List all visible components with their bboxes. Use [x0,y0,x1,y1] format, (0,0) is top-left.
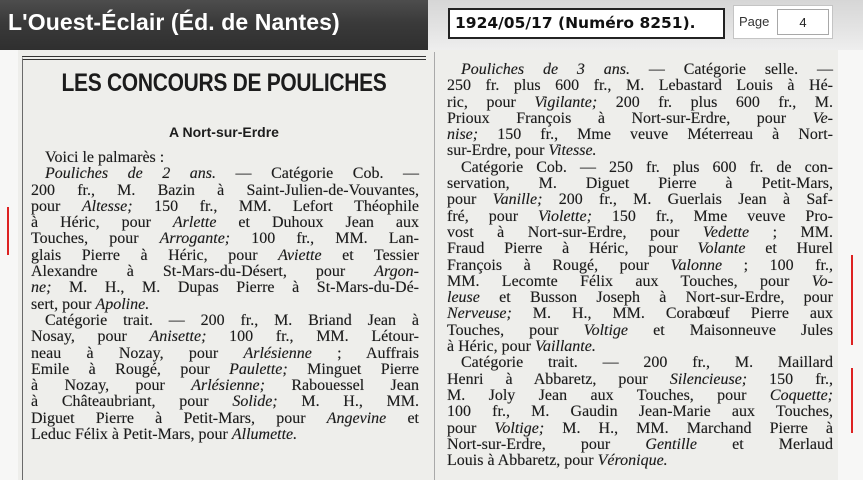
text-run: Henri à Abbaretz, pour [447,370,670,388]
text-run: sur-Erdre, pour [447,142,549,160]
text-run: à Héric, pour [447,338,535,356]
text-run: vost à Nort-sur-Erdre, pour [447,223,703,241]
text-run: Nort-sur-Erdre, pour [447,435,646,453]
italic-run: Vanille; [492,191,543,209]
text-line [31,346,419,362]
text-run: et [386,409,419,427]
italic-run: Violette; [538,207,592,225]
article-paragraph [447,355,833,469]
text-line [447,62,833,78]
text-run: 150 fr., Mme veuve Méterreau à Nort- [478,126,833,144]
text-run: ; MM. [749,223,833,241]
italic-run: Angevine [326,409,387,427]
text-run: pour [447,419,495,437]
italic-run: Pouliches de 3 ans. [461,61,631,78]
text-run: 200 fr., M. Guerlais Jean à Saf- [542,191,834,209]
text-run: Diguet Pierre à Petit-Mars, pour [31,409,327,427]
article-paragraph [31,150,419,166]
text-run: MM. Lecomte Félix aux Touches, pour [447,272,812,290]
italic-run: Solide; [232,393,278,411]
text-run: neau à Nozay, pour [31,344,244,362]
text-run: 100 fr., MM. Lan- [230,230,419,248]
text-run: M. H., MM. [277,393,420,411]
italic-run: Arrogante; [159,230,231,248]
text-line [447,290,833,306]
text-line [31,231,419,247]
italic-run: Paulette; [229,360,288,378]
article-paragraph [447,160,833,356]
text-line [31,280,419,296]
italic-run: Voltige; [494,419,545,437]
text-line [447,225,833,241]
italic-run: Valonne [670,256,723,274]
text-run: glais Pierre à Héric, pour [31,246,279,264]
text-line [447,160,833,176]
italic-run: Arlette [172,214,217,232]
italic-run: Véronique. [597,452,668,470]
newspaper-title: L'Ouest-Éclair (Éd. de Nantes) [8,9,340,35]
text-line [31,362,419,378]
article-dateline: A Nort-sur-Erdre [169,124,279,140]
italic-run: Vitesse. [548,142,597,160]
italic-run: Vaillante. [534,338,596,356]
text-run: — Catégorie selle. — [630,61,834,78]
issue-date-label: 1924/05/17 (Numéro 8251). [448,8,725,39]
text-run: et Duhoux Jean aux [216,214,419,232]
text-run: et Merlaud [696,435,833,453]
search-hit-marker [7,207,9,255]
text-run: Touches, pour [31,230,160,248]
page-number-input[interactable] [777,9,829,35]
search-hit-marker [851,255,853,345]
text-line [31,427,419,443]
text-line [447,127,833,143]
text-line [447,306,833,322]
italic-run: Argon- [374,263,419,281]
text-run: et Hurel [745,240,833,258]
text-run: 100 fr., MM. Létour- [206,328,419,346]
text-run: Leduc Félix à Petit-Mars, pour [31,426,232,444]
text-run: sert, pour [31,295,96,313]
text-line [31,248,419,264]
italic-run: Altesse; [81,197,133,215]
text-run: Touches, pour [447,321,584,339]
italic-run: nise; [447,126,479,144]
text-run: Louis à Abbaretz, pour [447,452,598,470]
text-line [447,404,833,420]
text-run: François à Rougé, pour [447,256,671,274]
italic-run: Arlésienne [243,344,312,362]
text-run: M. H., MM. Corabœuf Pierre aux [511,305,833,323]
text-run: ; 100 fr., [722,256,833,274]
text-run: 100 fr., M. Gaudin Jean-Marie aux Touches, [447,403,833,421]
italic-run: Silencieuse; [669,370,748,388]
text-line [447,143,833,159]
page-selector [733,5,833,39]
text-line [447,323,833,339]
italic-run: Vigilante; [534,93,598,111]
article-column-left [31,150,419,443]
text-run: 150 fr., [747,370,834,388]
text-run: et Busson Joseph à Nort-sur-Erdre, pour [479,289,833,307]
article-paragraph [31,313,419,443]
italic-run: Coquette; [769,386,833,404]
italic-run: Vedette [702,223,750,241]
text-run: Rabouessel Jean [264,377,419,395]
text-run: à Héric, pour [31,214,173,232]
text-run: ric, pour [447,93,535,111]
text-line [31,199,419,215]
text-run: à Nozay, pour [31,377,192,395]
text-line [31,411,419,427]
text-line [31,378,419,394]
column-divider [434,52,435,480]
italic-run: Voltige [583,321,629,339]
article-paragraph [447,62,833,160]
text-run: 200 fr., M. Bazin à Saint-Julien-de-Vouvantes, [31,181,419,199]
text-line [31,166,419,182]
text-run: M. H., MM. Marchand Pierre à [544,419,833,437]
text-run: 150 fr., MM. Lefort Théophile [132,197,420,215]
text-run: — Catégorie Cob. — [216,165,419,183]
italic-run: leuse [447,289,480,307]
text-line [447,95,833,111]
text-run: 200 fr. plus 600 fr., M. [597,93,833,111]
text-run: pour [31,197,82,215]
text-line [31,329,419,345]
italic-run: Aviette [278,246,322,264]
text-line [31,394,419,410]
text-line [447,421,833,437]
italic-run: Gentille [645,435,697,453]
text-run: Minguet Pierre [287,360,419,378]
text-line [447,176,833,192]
text-run: Nosay, pour [31,328,150,346]
italic-run: Ve- [812,109,833,127]
article-column-right [447,62,833,469]
italic-run: Vo- [811,272,833,290]
text-line [447,372,833,388]
italic-run: Arlésienne; [191,377,265,395]
text-run: et Tessier [321,246,420,264]
text-line [31,297,419,313]
text-run: 150 fr., Mme veuve Pro- [591,207,833,225]
text-line [447,111,833,127]
text-run: Catégorie trait. — 200 fr., M. Maillard [461,354,833,372]
italic-run: ne; [31,279,52,297]
text-line [447,355,833,371]
text-line [447,258,833,274]
italic-run: Nerveuse; [447,305,512,323]
text-line [31,183,419,199]
text-run: M. H., M. Dupas Pierre à St-Mars-du-Dé- [51,279,419,297]
italic-run: Apoline. [95,295,150,313]
text-line [447,209,833,225]
text-line [447,192,833,208]
text-run: pour [447,191,493,209]
text-run: Alexandre à St-Mars-du-Désert, pour [31,263,375,281]
italic-run: Volante [697,240,746,258]
search-hit-marker [851,368,853,433]
text-line [447,241,833,257]
text-line [31,264,419,280]
text-run: Voici le palmarès : [45,149,165,166]
newspaper-title-bar [0,0,428,50]
italic-run: Pouliches de 2 ans. [45,165,217,183]
text-line [447,437,833,453]
italic-run: Anisette; [149,328,207,346]
text-line [31,313,419,329]
text-line [447,388,833,404]
text-run: Emile à Rougé, pour [31,360,230,378]
text-line [447,339,833,355]
text-line [31,150,419,166]
text-run: 250 fr. plus 600 fr., M. Lebastard Louis à Hé- [447,77,833,95]
text-run: fré, pour [447,207,538,225]
page-label: Page [739,14,770,29]
italic-run: Allumette. [231,426,298,444]
article-title: LES CONCOURS DE POULICHES [61,69,387,97]
text-run: Fraud Pierre à Héric, pour [447,240,698,258]
text-line [31,215,419,231]
text-run: M. Joly Jean aux Touches, pour [447,386,770,404]
text-line [447,453,833,469]
text-line [447,78,833,94]
text-line [447,274,833,290]
text-run: Catégorie Cob. — 250 fr. plus 600 fr. de con- [461,158,833,176]
text-run: et Maisonneuve Jules [628,321,833,339]
text-run: à Châteaubriant, pour [31,393,233,411]
text-run: ; Auffrais [311,344,419,362]
article-paragraph [31,166,419,313]
text-run: servation, M. Diguet Pierre à Petit-Mars, [447,175,833,193]
text-run: Catégorie trait. — 200 fr., M. Briand Jean à [45,311,419,329]
text-run: Prioux François à Nort-sur-Erdre, pour [447,109,813,127]
